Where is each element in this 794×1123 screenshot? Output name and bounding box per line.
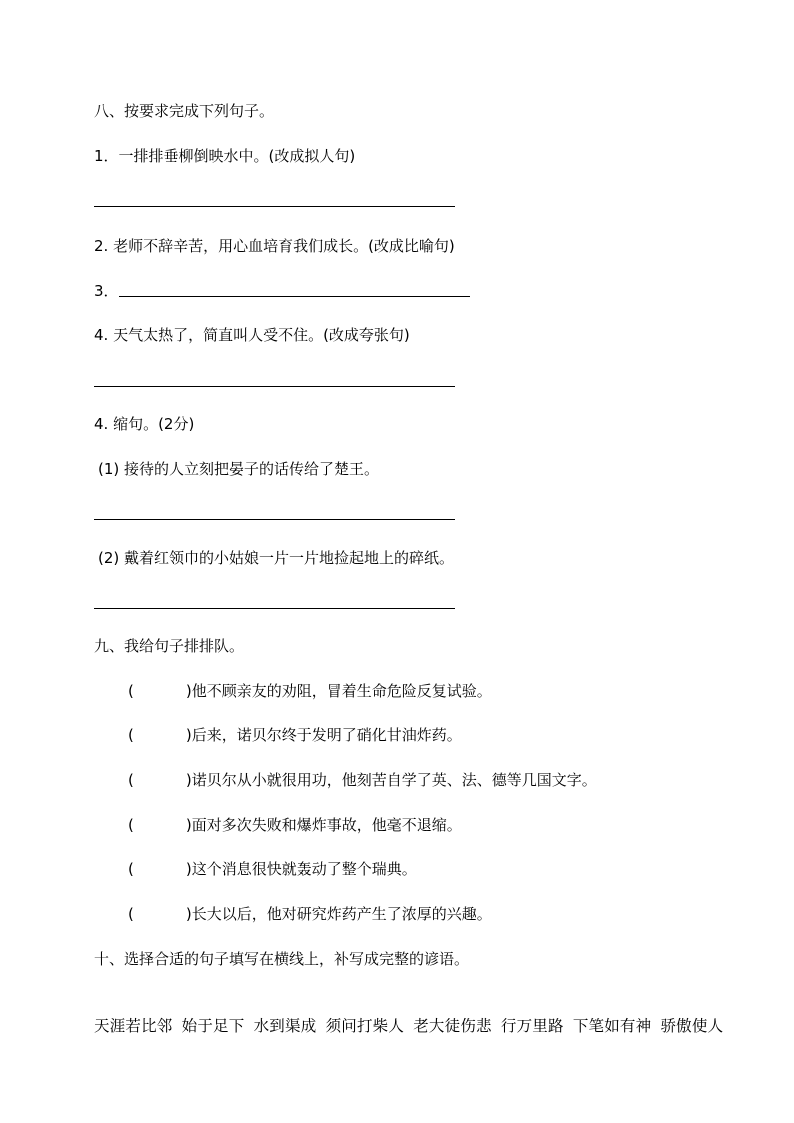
order-item[interactable] <box>128 770 597 790</box>
question-4: 4. 天气太热了，简直叫人受不住。(改成夸张句) <box>94 326 410 344</box>
word-bank-item: 骄傲使人 <box>660 1017 724 1035</box>
order-blank-open: ( <box>128 726 134 744</box>
answer-line-5-1[interactable] <box>94 519 455 520</box>
order-blank-close: ) <box>185 726 192 744</box>
order-blank-close: ) <box>185 816 192 834</box>
order-sentence: 面对多次失败和爆炸事故，他毫不退缩。 <box>191 816 462 834</box>
order-item[interactable] <box>128 681 492 701</box>
order-item[interactable] <box>128 859 417 879</box>
word-bank-item: 须问打柴人 <box>325 1017 405 1035</box>
answer-line-3[interactable] <box>119 296 470 297</box>
answer-line-4[interactable] <box>94 386 455 387</box>
question-5: 4. 缩句。(2分) <box>94 415 195 433</box>
order-blank-close: ) <box>185 860 192 878</box>
order-sentence: 他不顾亲友的劝阻，冒着生命危险反复试验。 <box>191 682 492 700</box>
word-bank-item: 天涯若比邻 <box>94 1017 173 1035</box>
section-9-title: 九、我给句子排排队。 <box>94 637 245 655</box>
word-bank-item: 老大徒伤悲 <box>413 1017 492 1035</box>
question-3-label: 3． <box>94 282 119 300</box>
question-5-2: (2) 戴着红领巾的小姑娘一片一片地捡起地上的碎纸。 <box>98 549 455 567</box>
order-blank-open: ( <box>128 682 134 700</box>
order-blank-close: ) <box>185 905 192 923</box>
answer-line-1[interactable] <box>94 206 455 207</box>
order-sentence: 诺贝尔从小就很用功，他刻苦自学了英、法、德等几国文字。 <box>191 771 597 789</box>
word-bank-item: 行万里路 <box>500 1017 564 1035</box>
section-8-title: 八、按要求完成下列句子。 <box>94 102 275 120</box>
question-2: 2. 老师不辞辛苦，用心血培育我们成长。(改成比喻句) <box>94 237 455 255</box>
order-blank-open: ( <box>128 816 134 834</box>
word-bank <box>94 1015 727 1037</box>
order-blank-close: ) <box>185 771 192 789</box>
order-blank-open: ( <box>128 905 134 923</box>
question-1: 1．一排排垂柳倒映水中。(改成拟人句) <box>94 147 356 165</box>
order-blank-close: ) <box>185 682 192 700</box>
order-blank-open: ( <box>128 771 134 789</box>
question-5-1: (1) 接待的人立刻把晏子的话传给了楚王。 <box>98 460 380 478</box>
word-bank-item: 水到渠成 <box>253 1017 317 1035</box>
word-bank-item: 始于足下 <box>181 1017 245 1035</box>
order-item[interactable] <box>128 725 462 745</box>
section-10-title: 十、选择合适的句子填写在横线上，补写成完整的谚语。 <box>94 950 470 968</box>
order-item[interactable] <box>128 904 492 924</box>
order-sentence: 这个消息很快就轰动了整个瑞典。 <box>191 860 417 878</box>
order-sentence: 后来，诺贝尔终于发明了硝化甘油炸药。 <box>191 726 462 744</box>
order-blank-open: ( <box>128 860 134 878</box>
order-sentence: 长大以后，他对研究炸药产生了浓厚的兴趣。 <box>191 905 492 923</box>
answer-line-5-2[interactable] <box>94 608 455 609</box>
order-item[interactable] <box>128 815 462 835</box>
word-bank-item: 下笔如有神 <box>572 1017 652 1035</box>
